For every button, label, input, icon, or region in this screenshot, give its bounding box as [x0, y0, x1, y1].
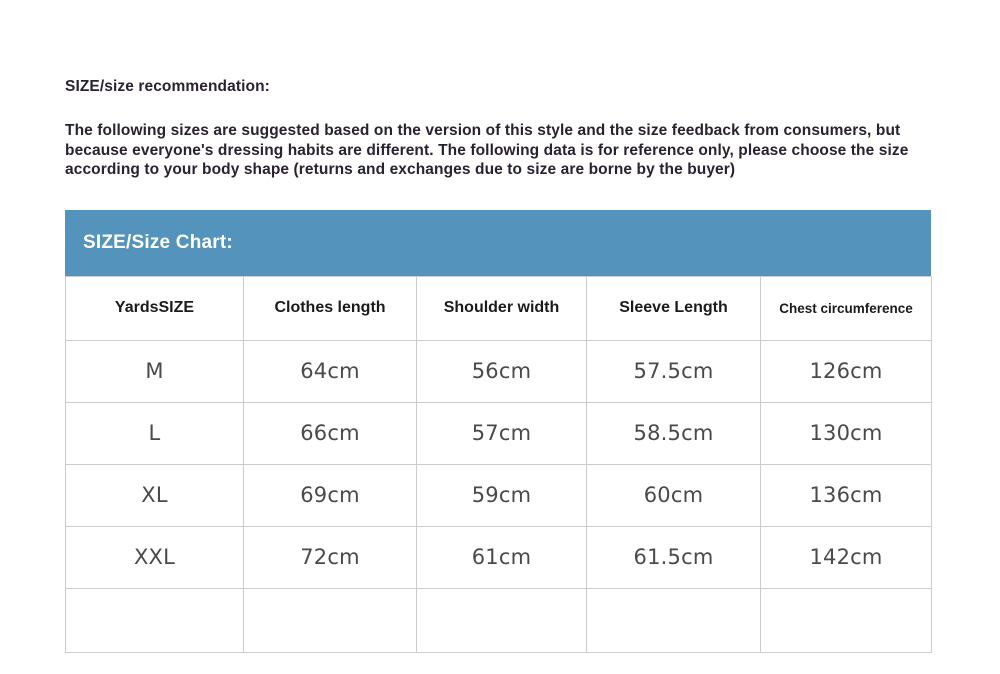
cell-clothes-length: 64cm — [244, 340, 417, 402]
cell-chest-circumference: 136cm — [761, 464, 932, 526]
cell-size: M — [66, 340, 244, 402]
cell-chest-circumference: 130cm — [761, 402, 932, 464]
table-row-empty — [66, 588, 932, 652]
cell-sleeve-length — [587, 588, 761, 652]
column-header-sleeve-length: Sleeve Length — [587, 276, 761, 340]
size-chart-title-bar — [65, 210, 931, 276]
size-chart-section — [65, 210, 931, 653]
column-header-clothes-length: Clothes length — [244, 276, 417, 340]
cell-size: XL — [66, 464, 244, 526]
cell-clothes-length: 69cm — [244, 464, 417, 526]
column-header-shoulder-width: Shoulder width — [417, 276, 587, 340]
cell-sleeve-length: 61.5cm — [587, 526, 761, 588]
cell-sleeve-length: 57.5cm — [587, 340, 761, 402]
cell-sleeve-length: 58.5cm — [587, 402, 761, 464]
size-recommendation-text: The following sizes are suggested based on the version of this style and the size feedback from consumers, but because everyone's dressing habits are different. The following data is for reference only, please choose the size according to your body shape (returns and exchanges due to size are borne by the buyer) — [65, 122, 909, 178]
cell-clothes-length: 66cm — [244, 402, 417, 464]
column-header-chest-circumference: Chest circumference — [761, 276, 932, 340]
cell-clothes-length: 72cm — [244, 526, 417, 588]
table-row-xxl — [66, 526, 932, 588]
cell-chest-circumference: 142cm — [761, 526, 932, 588]
size-recommendation-heading: SIZE/size recommendation: — [65, 78, 270, 95]
column-header-yards-size: YardsSIZE — [66, 276, 244, 340]
size-chart-title: SIZE/Size Chart: — [83, 231, 233, 253]
cell-chest-circumference — [761, 588, 932, 652]
cell-shoulder-width: 57cm — [417, 402, 587, 464]
cell-size — [66, 588, 244, 652]
cell-sleeve-length: 60cm — [587, 464, 761, 526]
cell-shoulder-width — [417, 588, 587, 652]
cell-size: XXL — [66, 526, 244, 588]
table-header-row — [66, 276, 932, 340]
cell-clothes-length — [244, 588, 417, 652]
cell-shoulder-width: 59cm — [417, 464, 587, 526]
table-row-xl — [66, 464, 932, 526]
cell-size: L — [66, 402, 244, 464]
cell-shoulder-width: 61cm — [417, 526, 587, 588]
cell-chest-circumference: 126cm — [761, 340, 932, 402]
size-chart-table — [65, 276, 932, 653]
table-row-m — [66, 340, 932, 402]
table-row-l — [66, 402, 932, 464]
cell-shoulder-width: 56cm — [417, 340, 587, 402]
